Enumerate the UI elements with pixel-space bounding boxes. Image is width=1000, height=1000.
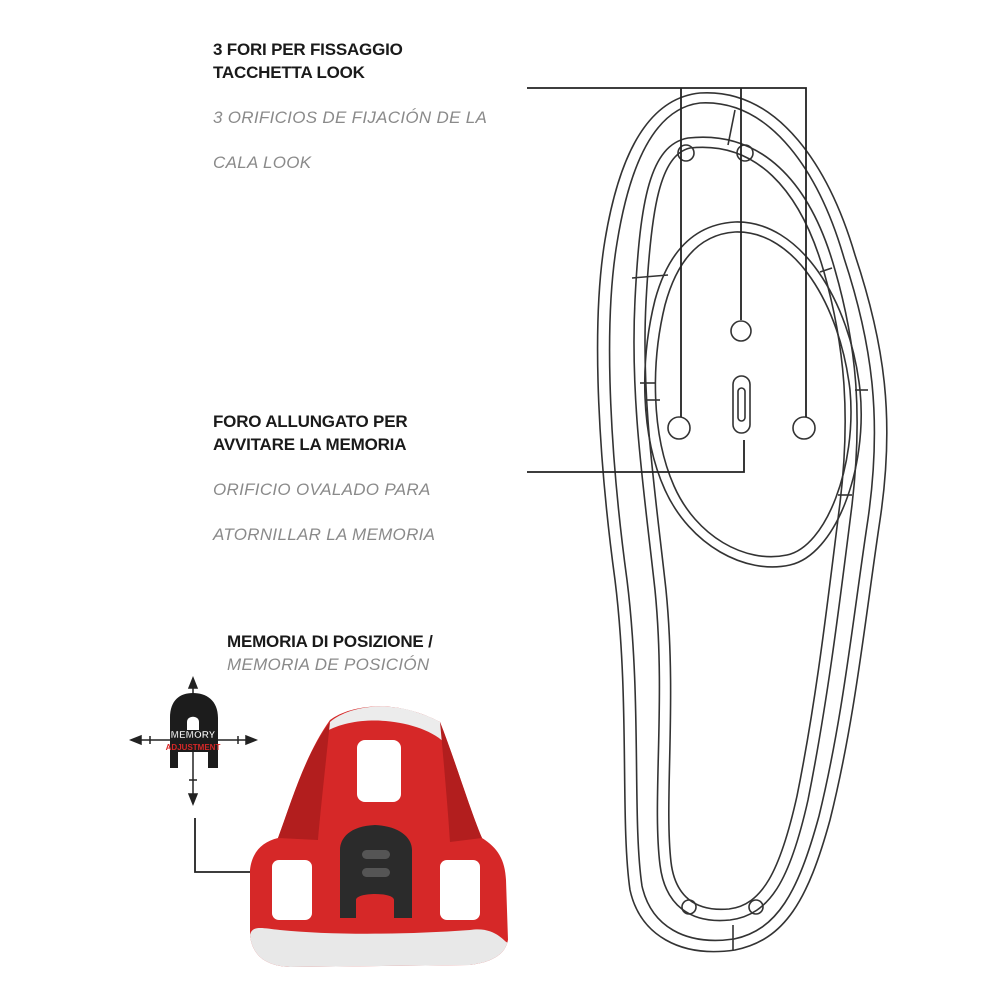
- sole-inner-outline-2: [645, 147, 845, 909]
- heel-hole-left: [682, 900, 696, 914]
- label-look-holes-it-line2: TACCHETTA LOOK: [213, 63, 365, 82]
- shoe-sole: [598, 93, 887, 952]
- memory-insert-slot: [362, 850, 390, 859]
- label-memory-it: MEMORIA DI POSIZIONE /: [227, 632, 433, 651]
- look-hole-right: [793, 417, 815, 439]
- memory-insert-slot: [362, 868, 390, 877]
- arrow-up-icon: [189, 678, 197, 688]
- label-slot-es-line2: ATORNILLAR LA MEMORIA: [213, 525, 436, 544]
- sole-outer-outline-2: [610, 103, 875, 941]
- arrow-left-icon: [131, 736, 141, 744]
- sole-inner-outline: [634, 137, 857, 920]
- memory-adjustment-logo: [131, 678, 256, 804]
- leader-look-holes: [527, 88, 806, 417]
- label-look-holes-it-line1: 3 FORI PER FISSAGGIO: [213, 40, 403, 59]
- look-hole-left: [668, 417, 690, 439]
- cleat-heel-white: [250, 928, 508, 967]
- memory-slot-inner: [738, 388, 745, 421]
- memory-logo-text: MEMORY: [170, 730, 216, 741]
- leader-slot: [527, 440, 744, 472]
- look-hole-top: [731, 321, 751, 341]
- arrow-down-icon: [189, 794, 197, 804]
- memory-slot: [733, 376, 750, 433]
- label-look-holes-es-line1: 3 ORIFICIOS DE FIJACIÓN DE LA: [213, 108, 488, 127]
- look-cleat: [250, 706, 508, 967]
- sole-tick: [728, 110, 735, 145]
- sole-tick: [820, 268, 832, 272]
- arrow-right-icon: [246, 736, 256, 744]
- cleat-slot-right: [440, 860, 480, 920]
- toe-hole-right: [737, 145, 753, 161]
- label-slot-es-line1: ORIFICIO OVALADO PARA: [213, 480, 431, 499]
- cleat-slot-left: [272, 860, 312, 920]
- label-slot-it-line2: AVVITARE LA MEMORIA: [213, 435, 407, 454]
- cleat-slot-top: [357, 740, 401, 802]
- leader-lines: [195, 88, 806, 872]
- label-slot-it-line1: FORO ALLUNGATO PER: [213, 412, 408, 431]
- label-look-holes-es-line2: CALA LOOK: [213, 153, 312, 172]
- label-memory-es: MEMORIA DE POSICIÓN: [227, 655, 430, 674]
- adjustment-logo-text: ADJUSTMENT: [165, 743, 221, 752]
- cleat-mount-oval-2: [655, 232, 851, 557]
- memory-logo-notch: [187, 717, 199, 730]
